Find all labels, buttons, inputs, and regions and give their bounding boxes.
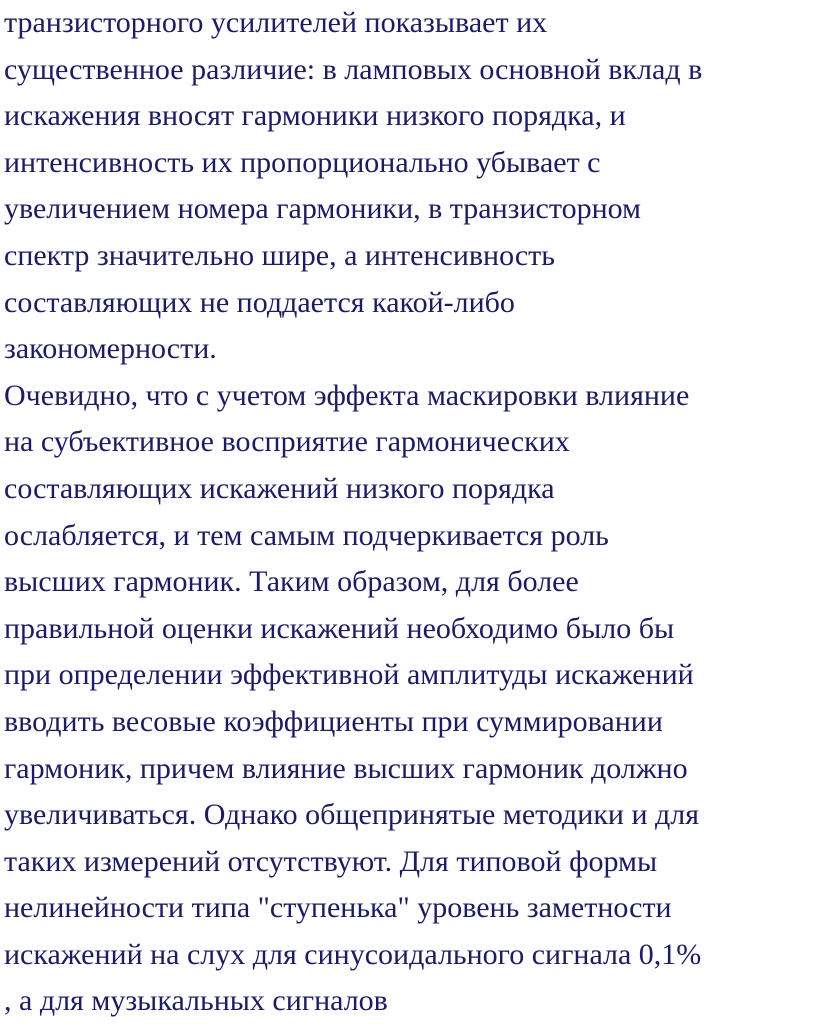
text-line-21: искажений на слух для синусоидального сигнала 0,1% [4,937,702,971]
text-line-4: интенсивность их пропорционально убывает с [4,145,601,179]
text-line-17: гармоник, причем влияние высших гармоник должно [4,751,688,785]
text-line-20: нелинейности типа "ступенька" уровень заметности [4,891,672,925]
text-line-16: вводить весовые коэффициенты при суммировании [4,704,663,738]
text-line-7: составляющих не поддается какой-либо [4,285,515,319]
text-line-6: спектр значительно шире, а интенсивность [4,238,555,272]
text-line-5: увеличением номера гармоники, в транзисторном [4,192,642,226]
text-line-10: на субъективное восприятие гармонических [4,425,570,459]
text-line-15: при определении эффективной амплитуды искажений [4,658,694,692]
text-line-13: высших гармоник. Таким образом, для более [4,565,579,599]
text-line-3: искажения вносят гармоники низкого порядка, и [4,99,626,133]
text-line-18: увеличиваться. Однако общепринятые методики и для [4,798,700,832]
document-text [4,0,816,1025]
text-line-22: , а для музыкальных сигналов [4,984,388,1018]
text-line-14: правильной оценки искажений необходимо было бы [4,611,675,645]
text-line-19: таких измерений отсутствуют. Для типовой формы [4,844,658,878]
text-line-9: Очевидно, что с учетом эффекта маскировки влияние [4,378,690,412]
text-line-1: транзисторного усилителей показывает их [4,6,548,39]
text-line-11: составляющих искажений низкого порядка [4,471,555,505]
text-line-8: закономерности. [4,332,217,366]
text-line-12: ослабляется, и тем самым подчеркивается роль [4,518,609,552]
text-line-2: существенное различие: в ламповых основной вклад в [4,52,703,86]
